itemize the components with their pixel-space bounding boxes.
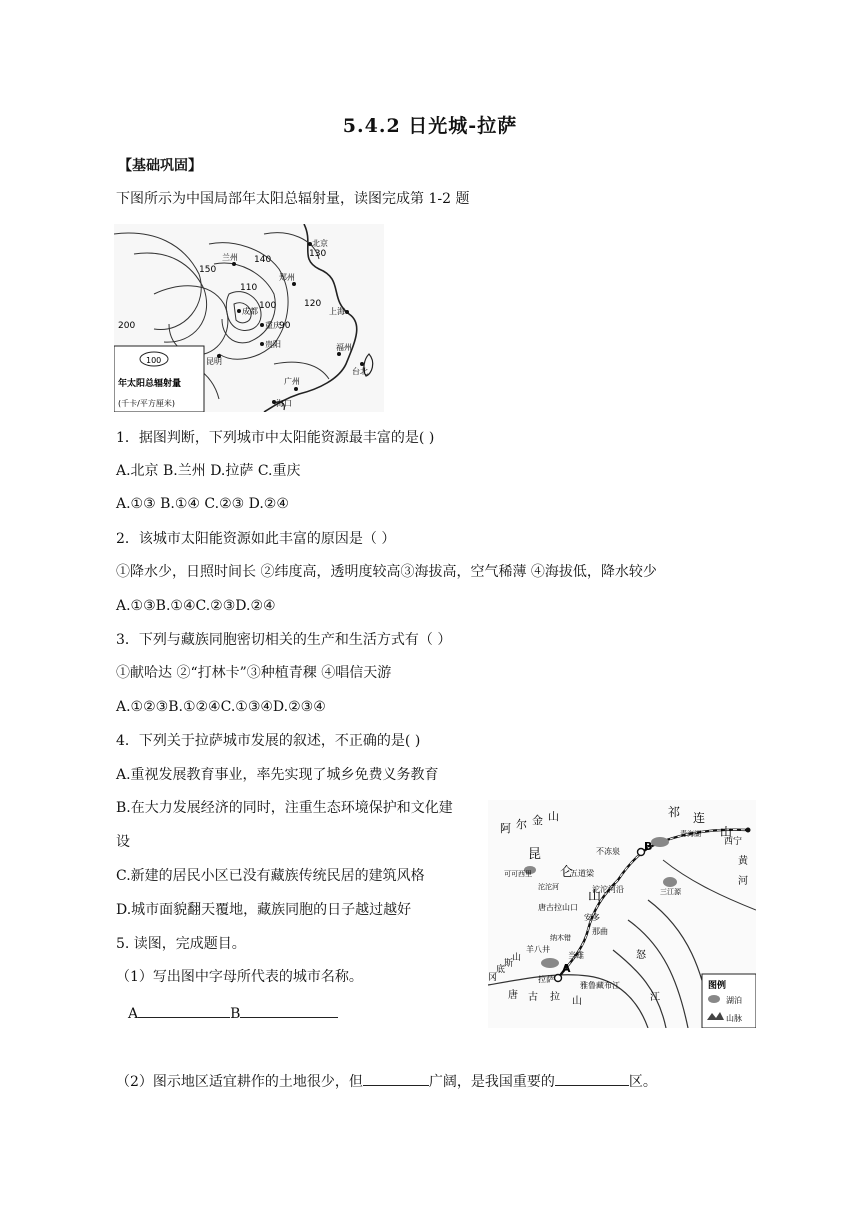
range-char: 冈 [488, 973, 498, 983]
q2-answers: A.①③B.①④C.②③D.②④ [116, 598, 276, 614]
range-char: 底 [496, 965, 506, 975]
q4-option-d: D.城市面貌翻天覆地，藏族同胞的日子越过越好 [116, 902, 412, 918]
q5-sub2-part2: 广阔，是我国重要的 [428, 1074, 555, 1090]
legend-value: 100 [146, 356, 162, 365]
city-label: 上海 [329, 307, 345, 316]
qinghai-tibet-map [488, 800, 756, 1028]
city-label: 台北 [352, 367, 368, 376]
place-label: 当雄 [568, 951, 584, 960]
range-char: 山 [588, 889, 602, 904]
city-label: 福州 [336, 343, 352, 352]
range-char: 斯 [504, 959, 514, 969]
range-char: 拉 [550, 992, 560, 1003]
q5-stem: 5. 读图，完成题目。 [116, 936, 246, 952]
range-char: 祁 [668, 805, 681, 819]
city-label: 广州 [284, 377, 300, 386]
place-label: 那曲 [592, 927, 608, 936]
city-label: 贵阳 [265, 340, 281, 349]
place-label: 黄 [738, 856, 748, 867]
place-label: 三江源 [660, 888, 681, 896]
marker-a: A [562, 962, 571, 975]
place-label: 可可西里 [504, 870, 532, 878]
contour-label: 200 [118, 321, 136, 331]
place-label: 雅鲁藏布江 [580, 981, 620, 990]
q1-options: A.北京 B.兰州 D.拉萨 C.重庆 [116, 463, 301, 479]
contour-label: 130 [309, 249, 327, 259]
place-label: 河 [738, 876, 748, 887]
place-label: 江 [650, 992, 660, 1003]
place-label: 安多 [584, 913, 600, 922]
q5-sub2-part1: （2）图示地区适宜耕作的土地很少，但 [116, 1074, 363, 1090]
city-label: 海口 [276, 399, 292, 408]
contour-label: 100 [259, 301, 277, 311]
q4-option-a: A.重视发展教育事业，率先实现了城乡免费义务教育 [116, 767, 439, 783]
range-char: 尔 [516, 818, 527, 831]
legend-lake: 湖泊 [726, 996, 742, 1005]
blank-label-b: B [230, 1006, 241, 1022]
answer-blank-b[interactable] [240, 1003, 338, 1018]
range-char: 连 [693, 811, 706, 825]
contour-label: 120 [304, 299, 322, 309]
contour-label: 110 [240, 283, 258, 293]
place-label: 青海湖 [680, 830, 701, 838]
section-heading: 【基础巩固】 [118, 158, 202, 174]
q4-stem: 4．下列关于拉萨城市发展的叙述，不正确的是( ) [116, 733, 421, 749]
page-title: 5.4.2 日光城-拉萨 [342, 115, 518, 137]
q3-options: ①献哈达 ②“打林卡”③种植青稞 ④唱信天游 [116, 665, 392, 681]
q1-answers: A.①③ B.①④ C.②③ D.②④ [116, 496, 289, 512]
q5-sub1: （1）写出图中字母所代表的城市名称。 [116, 969, 363, 985]
range-char: 山 [720, 825, 733, 839]
solar-radiation-map [114, 224, 384, 412]
q5-blank-row [128, 1003, 338, 1023]
place-label: 纳木错 [550, 934, 571, 942]
q3-answers: A.①②③B.①②④C.①③④D.②③④ [116, 699, 326, 715]
place-label: 羊八井 [526, 945, 550, 954]
range-char: 山 [548, 810, 559, 823]
answer-blank-c[interactable] [363, 1071, 429, 1086]
q2-options: ①降水少，日照时间长 ②纬度高，透明度较高③海拔高，空气稀薄 ④海拔低，降水较少 [116, 564, 657, 580]
legend-unit: (千卡/平方厘米) [118, 399, 175, 408]
contour-label: 90 [279, 321, 291, 331]
place-label: 不冻泉 [596, 847, 620, 856]
legend-mountain: 山脉 [726, 1014, 742, 1023]
contour-label: 140 [254, 255, 272, 265]
legend-title: 年太阳总辐射量 [118, 379, 182, 389]
place-label: 唐古拉山口 [538, 903, 578, 912]
range-char: 古 [528, 992, 538, 1003]
marker-b: B [644, 840, 653, 853]
q3-stem: 3．下列与藏族同胞密切相关的生产和生活方式有（ ） [116, 632, 452, 648]
city-label: 昆明 [206, 357, 222, 366]
answer-blank-d[interactable] [555, 1071, 629, 1086]
place-label: 西宁 [724, 837, 743, 847]
city-label: 成都 [242, 307, 258, 316]
intro-text: 下图所示为中国局部年太阳总辐射量，读图完成第 1-2 题 [116, 191, 470, 207]
city-label: 重庆 [265, 321, 281, 330]
place-label: 沱沱河沿 [592, 885, 624, 894]
range-char: 金 [532, 814, 543, 827]
range-char: 唐 [508, 990, 518, 1001]
range-char: 阿 [500, 822, 511, 835]
q5-sub2-part3: 区。 [628, 1074, 657, 1090]
place-label: 拉萨 [538, 975, 554, 984]
blank-label-a: A [128, 1006, 139, 1022]
range-char: 山 [572, 996, 582, 1007]
city-label: 北京 [312, 239, 328, 248]
city-label: 郑州 [279, 273, 295, 282]
q5-sub2 [116, 1071, 657, 1091]
place-label: 五道梁 [570, 869, 594, 878]
answer-blank-a[interactable] [138, 1003, 230, 1018]
range-char: 仑 [560, 865, 574, 880]
range-char: 昆 [528, 847, 542, 862]
city-label: 兰州 [222, 253, 238, 262]
q2-stem: 2．该城市太阳能资源如此丰富的原因是（ ） [116, 531, 396, 547]
legend-title: 图例 [708, 981, 727, 991]
q1-stem: 1．据图判断，下列城市中太阳能资源最丰富的是( ) [116, 430, 435, 446]
contour-label: 150 [199, 265, 217, 275]
q4-option-c: C.新建的居民小区已没有藏族传统民居的建筑风格 [116, 868, 425, 884]
place-label: 怒 [636, 950, 646, 961]
range-char: 山 [512, 953, 522, 963]
q4-option-b-cont: 设 [116, 834, 130, 850]
place-label: 沱沱河 [538, 883, 559, 891]
q4-option-b: B.在大力发展经济的同时，注重生态环境保护和文化建 [116, 800, 453, 816]
